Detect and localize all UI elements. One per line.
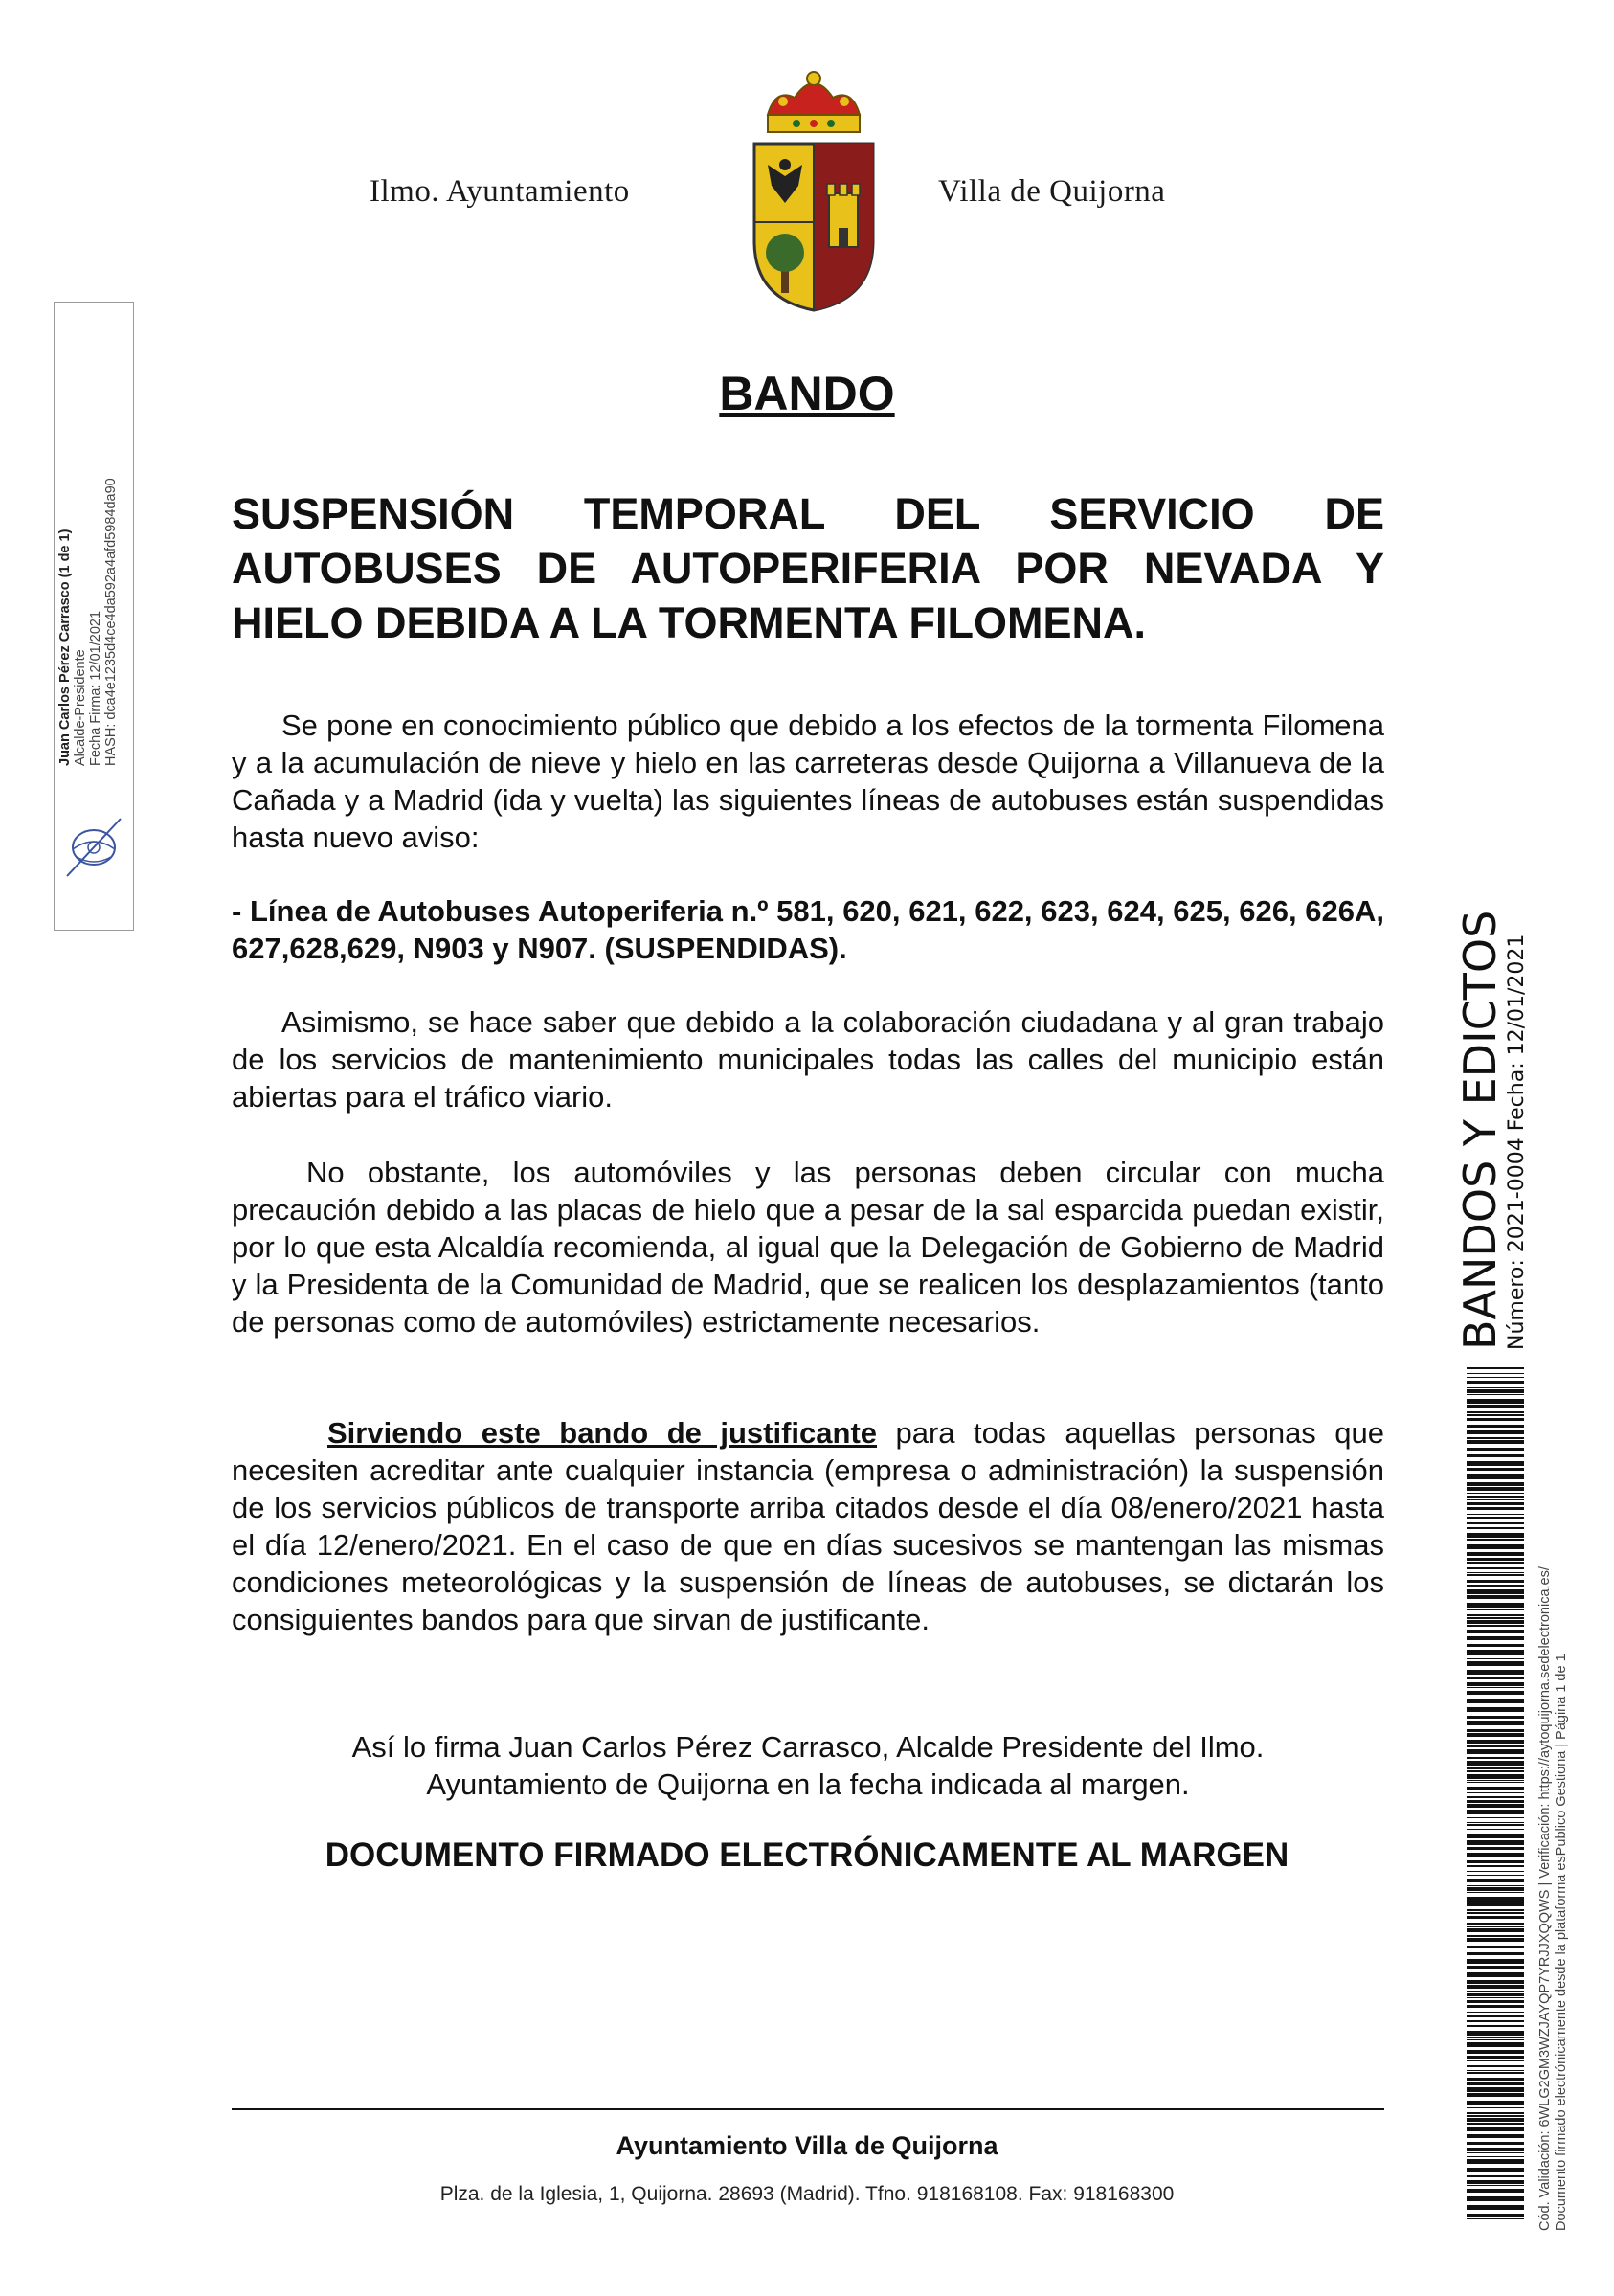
paragraph-justification <box>232 1414 1384 1638</box>
header-left-text: Ilmo. Ayuntamiento <box>370 174 630 209</box>
signer-role: Alcalde-Presidente <box>73 649 88 766</box>
paragraph-precaution: No obstante, los automóviles y las personas deben circular con mucha precaución debido a las placas de hielo que a pesar de la sal esparcida puedan existir, por lo que esta Alcaldía recomienda, al igual que la Delegación de Gobierno de Madrid y la Presidenta de la Comunidad de Madrid, que se realicen los desplazamientos (tanto de personas como de automóviles) estrictamente necesarios. <box>232 1156 1384 1339</box>
footer-divider <box>232 2108 1384 2110</box>
registry-number-date: Número: 2021-0004 Fecha: 12/01/2021 <box>1505 934 1529 1350</box>
barcode-icon <box>1467 1367 1524 2219</box>
document-title: BANDO <box>719 367 895 420</box>
paragraph-intro: Se pone en conocimiento público que debido a los efectos de la tormenta Filomena y a la acumulación de nieve y hielo en las carreteras desde Quijorna a Villanueva de la Cañada y a Madrid (ida y vuelta) las siguientes líneas de autobuses están suspendidas hasta nuevo aviso: <box>232 709 1384 854</box>
signature-date: Fecha Firma: 12/01/2021 <box>88 610 103 766</box>
signer-name: Juan Carlos Pérez Carrasco (1 de 1) <box>57 529 73 766</box>
footer-address: Plza. de la Iglesia, 1, Quijorna. 28693 (Madrid). Tfno. 918168108. Fax: 918168300 <box>439 2183 1175 2205</box>
registry-label <box>1455 852 1530 1350</box>
coat-of-arms-icon <box>747 69 881 314</box>
signature-hash: HASH: dca4e1235d4ce4da592a4afd5984da90 <box>103 478 119 766</box>
validation-line-2: Documento firmado electrónicamente desde la plataforma esPublico Gestiona | Página 1 de 1 <box>1554 1654 1569 2231</box>
electronic-signature-note: DOCUMENTO FIRMADO ELECTRÓNICAMENTE AL MARGEN <box>325 1836 1289 1874</box>
validation-text <box>1537 1369 1570 2231</box>
closing-line-1: Así lo firma Juan Carlos Pérez Carrasco, Alcalde Presidente del Ilmo. <box>351 1730 1265 1764</box>
crown-icon <box>768 72 860 132</box>
justification-rest: para todas aquellas personas que necesiten acreditar ante cualquier instancia (empresa o administración) la suspensión de los servicios públicos de transporte arriba citados desde el día 08/enero/2021 hasta el día 12/enero/2021. En el caso de que en días sucesivos se mantengan las mismas condiciones meteorológicas y la suspensión de líneas de autobuses, se dictarán los consiguientes bandos para que sirvan de justificante. <box>232 1416 1385 1636</box>
registry-book: BANDOS Y EDICTOS <box>1454 910 1506 1350</box>
footer-name: Ayuntamiento Villa de Quijorna <box>616 2131 998 2160</box>
paragraph-streets: Asimismo, se hace saber que debido a la colaboración ciudadana y al gran trabajo de los servicios de mantenimiento municipales todas las calles del municipio están abiertas para el tráfico viario. <box>232 1005 1384 1114</box>
justification-lead: Sirviendo este bando de justificante <box>327 1416 878 1450</box>
validation-line-1: Cód. Validación: 6WLG2GM3WZJAYQP7YRJJXQQWS | Verificación: https://aytoquijorna.sedelectronica.es/ <box>1537 1566 1553 2231</box>
paragraph-suspended-lines: - Línea de Autobuses Autoperiferia n.º 581, 620, 621, 622, 623, 624, 625, 626, 626A, 627,628,629, N903 y N907. (SUSPENDIDAS). <box>232 894 1384 965</box>
document-subject: SUSPENSIÓN TEMPORAL DEL SERVICIO DE AUTOBUSES DE AUTOPERIFERIA POR NEVADA Y HIELO DEBIDA A LA TORMENTA FILOMENA. <box>232 489 1384 647</box>
closing-statement <box>232 1728 1384 1803</box>
closing-line-2: Ayuntamiento de Quijorna en la fecha indicada al margen. <box>426 1767 1190 1801</box>
signature-stamp-icon <box>59 809 128 886</box>
header-right-text: Villa de Quijorna <box>938 174 1166 209</box>
